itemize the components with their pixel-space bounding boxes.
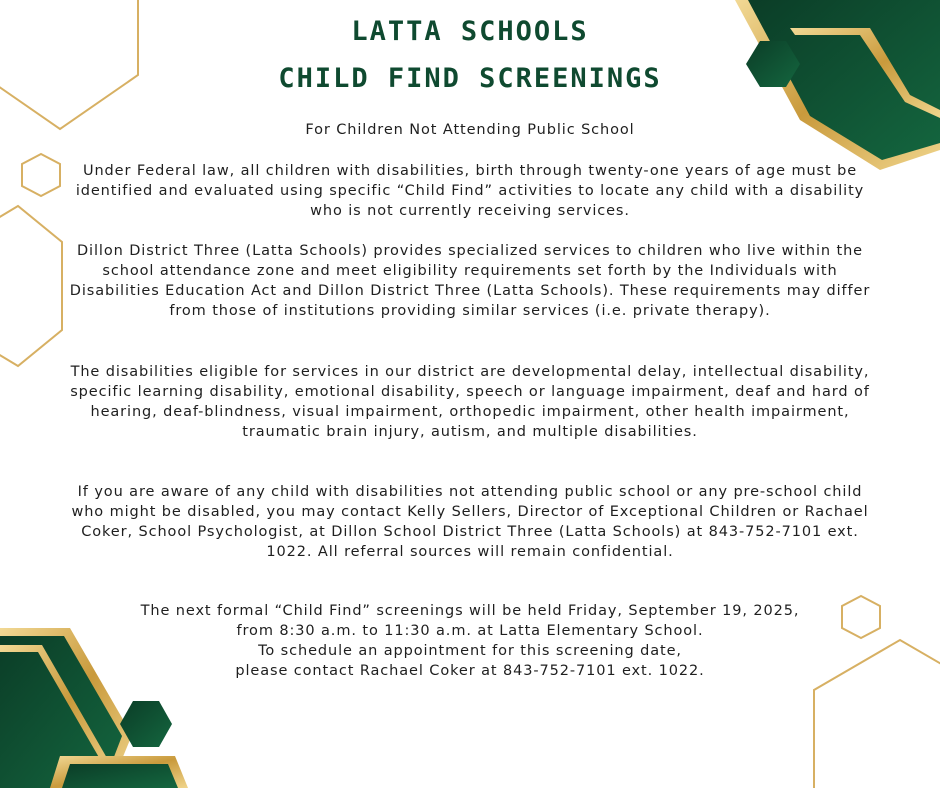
schedule-line: To schedule an appointment for this screening date, bbox=[258, 643, 682, 659]
screening-time-line: from 8:30 a.m. to 11:30 a.m. at Latta Elementary School. bbox=[236, 623, 704, 639]
hexagon-outline-large-left bbox=[0, 206, 62, 366]
paragraph-federal-law: Under Federal law, all children with disabilities, birth through twenty-one years of age must be identified and evaluated using specific “Child Find” activities to locate any child with a disability who is not currently receiving services. bbox=[75, 163, 865, 219]
page-title-line-2: CHILD FIND SCREENINGS bbox=[278, 63, 662, 94]
paragraph-screening bbox=[60, 601, 880, 681]
page-title: LATTA SCHOOLS bbox=[351, 16, 589, 47]
contact-line: please contact Rachael Coker at 843-752-7101 ext. 1022. bbox=[235, 663, 705, 679]
paragraph-contact: If you are aware of any child with disabilities not attending public school or any pre-school child who might be disabled, you may contact Kelly Sellers, Director of Exceptional Children or Rachael Coker, School Psychologist, at Dillon School District Three (Latta Schools) at 843-752-7101 ext. 1022. All referral sources will remain confidential. bbox=[71, 484, 869, 560]
hexagon-outline-small-left bbox=[22, 154, 60, 196]
paragraph-eligible-disabilities: The disabilities eligible for services in our district are developmental delay, intellectual disability, specific learning disability, emotional disability, speech or language impairment, deaf and hard of hearing, deaf-blindness, visual impairment, orthopedic impairment, other health impairment, traumatic brain injury, autism, and multiple disabilities. bbox=[70, 364, 870, 440]
hexagon-green-base-bottom-left bbox=[62, 764, 178, 788]
screening-date-line: The next formal “Child Find” screenings will be held Friday, September 19, 2025, bbox=[140, 603, 800, 619]
paragraph-district-services: Dillon District Three (Latta Schools) provides specialized services to children who live within the school attendance zone and meet eligibility requirements set forth by the Individuals with Disabilities Education Act and Dillon District Three (Latta Schools). These requirements may differ from those of institutions providing similar services (i.e. private therapy). bbox=[69, 243, 871, 319]
subtitle: For Children Not Attending Public School bbox=[305, 122, 635, 138]
